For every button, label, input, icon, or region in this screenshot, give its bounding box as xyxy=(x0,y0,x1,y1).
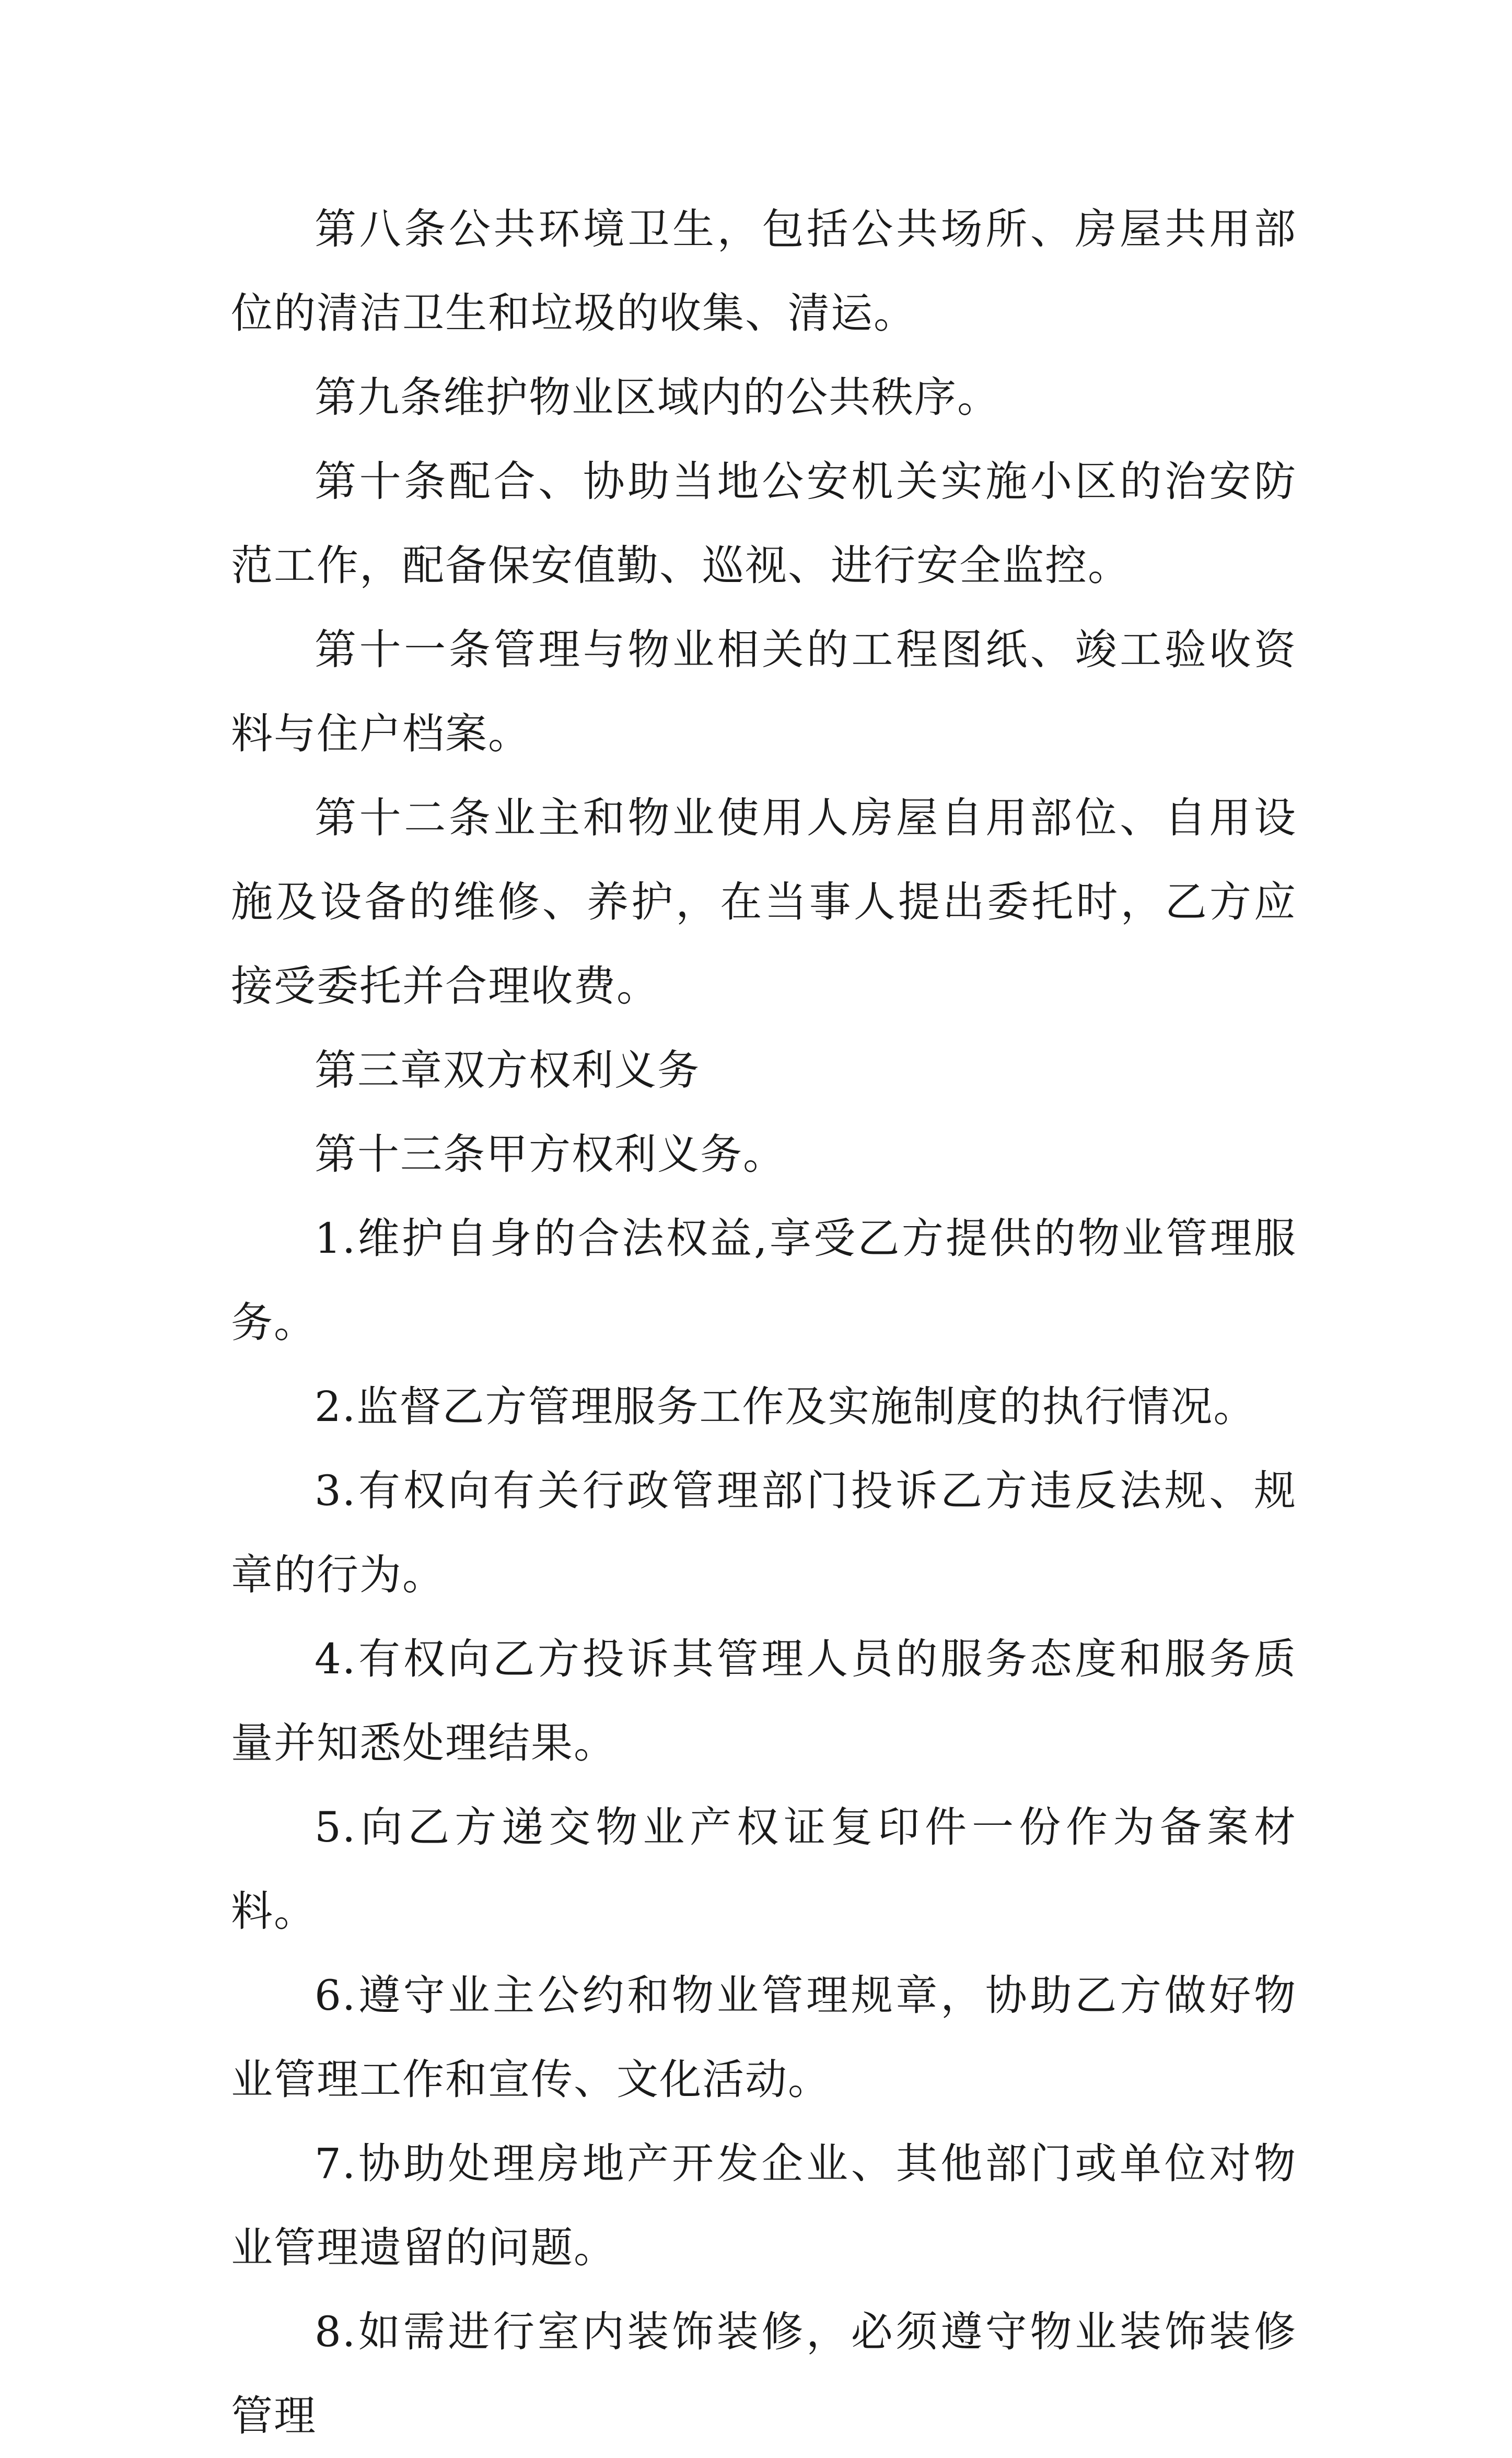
list-item: 5.向乙方递交物业产权证复印件一份作为备案材料。 xyxy=(231,1803,1297,1936)
paragraph-article-9: 第九条维护物业区域内的公共秩序。 xyxy=(315,373,1000,422)
list-item: 3.有权向有关行政管理部门投诉乙方违反法规、规章的行为。 xyxy=(231,1466,1297,1599)
paragraph-article-8: 第八条公共环境卫生，包括公共场所、房屋共用部位的清洁卫生和垃圾的收集、清运。 xyxy=(231,205,1297,337)
paragraph-article-10: 第十条配合、协助当地公安机关实施小区的治安防范工作，配备保安值勤、巡视、进行安全监控。 xyxy=(231,457,1297,590)
paragraph-article-13: 第十三条甲方权利义务。 xyxy=(315,1130,786,1179)
list-item: 6.遵守业主公约和物业管理规章，协助乙方做好物业管理工作和宣传、文化活动。 xyxy=(231,1971,1297,2104)
list-item: 2.监督乙方管理服务工作及实施制度的执行情况。 xyxy=(315,1382,1257,1431)
list-item: 4.有权向乙方投诉其管理人员的服务态度和服务质量并知悉处理结果。 xyxy=(231,1635,1297,1767)
document-body xyxy=(231,187,1297,2458)
list-item: 1.维护自身的合法权益,享受乙方提供的物业管理服务。 xyxy=(231,1214,1297,1347)
list-item: 8.如需进行室内装饰装修，必须遵守物业装饰装修管理 xyxy=(231,2308,1297,2440)
list-item: 7.协助处理房地产开发企业、其他部门或单位对物业管理遗留的问题。 xyxy=(231,2139,1297,2272)
chapter-heading: 第三章双方权利义务 xyxy=(315,1046,700,1094)
paragraph-article-12: 第十二条业主和物业使用人房屋自用部位、自用设施及设备的维修、养护，在当事人提出委托时，乙方应接受委托并合理收费。 xyxy=(231,794,1297,1010)
paragraph-article-11: 第十一条管理与物业相关的工程图纸、竣工验收资料与住户档案。 xyxy=(231,625,1297,758)
